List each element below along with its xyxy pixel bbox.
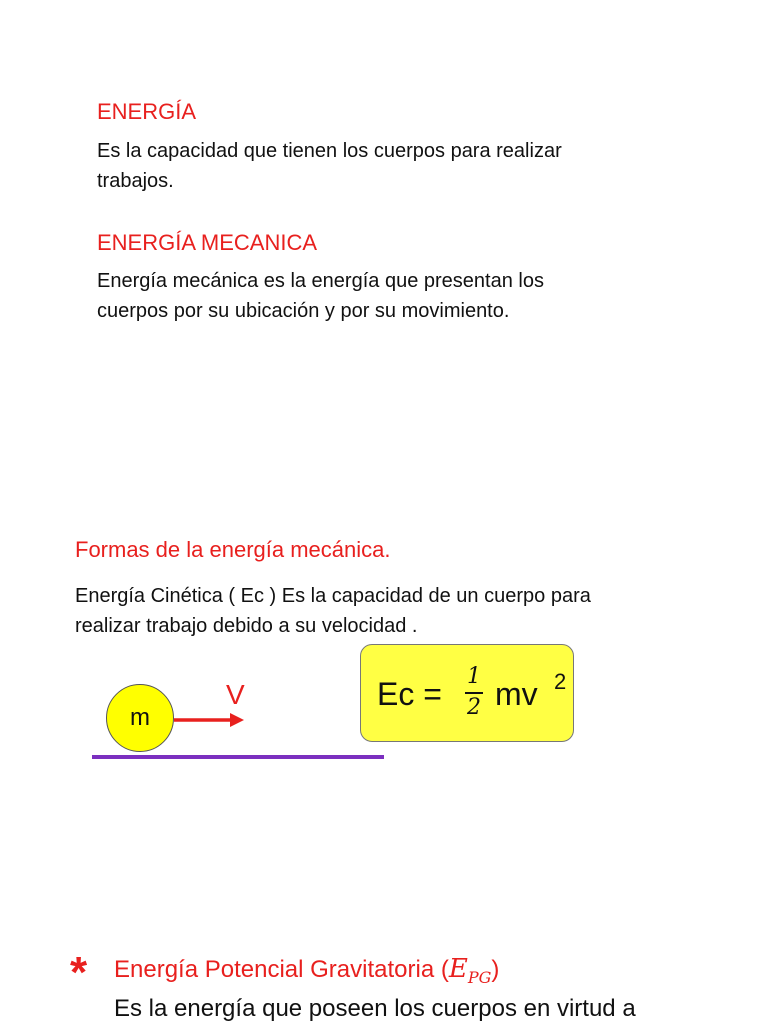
potential-symbol-base: E (448, 954, 468, 984)
formula-denominator: 2 (467, 695, 481, 720)
energia-mecanica-line2: cuerpos por su ubicación y por su movimiento. (97, 300, 510, 322)
velocity-arrow-icon (174, 708, 246, 732)
energia-mecanica-heading: ENERGÍA MECANICA (97, 230, 318, 255)
kinetic-line1: Energía Cinética ( Ec ) Es la capacidad de un cuerpo para (75, 585, 591, 607)
kinetic-formula-box (360, 644, 574, 742)
potential-heading (114, 952, 499, 995)
potential-symbol-sub: PG (467, 967, 492, 987)
formas-heading: Formas de la energía mecánica. (75, 537, 391, 562)
energia-definition-line2: trabajos. (97, 170, 174, 192)
bullet-asterisk: * (70, 948, 88, 997)
mass-ball (106, 684, 174, 752)
energia-heading: ENERGÍA (97, 99, 197, 124)
velocity-label: V (226, 679, 245, 710)
fraction-bar (465, 692, 483, 694)
formula-exponent: 2 (554, 669, 567, 694)
energia-mecanica-definition (97, 266, 717, 326)
energia-definition (97, 136, 717, 196)
energia-mecanica-line1: Energía mecánica es la energía que presentan los (97, 270, 544, 292)
energia-definition-line1: Es la capacidad que tienen los cuerpos para realizar (97, 140, 562, 162)
potential-definition-line1: Es la energía que poseen los cuerpos en virtud a (114, 995, 636, 1022)
ground-line (92, 755, 384, 759)
kinetic-definition (75, 581, 735, 641)
formula-term: mv (495, 676, 538, 712)
mass-label: m (130, 704, 150, 731)
potential-title-suffix: ) (491, 956, 500, 983)
formula-numerator: 1 (467, 664, 481, 689)
potential-title-prefix: Energía Potencial Gravitatoria ( (114, 956, 449, 983)
formula-lhs: Ec = (377, 676, 442, 712)
kinetic-line2: realizar trabajo debido a su velocidad . (75, 615, 418, 637)
